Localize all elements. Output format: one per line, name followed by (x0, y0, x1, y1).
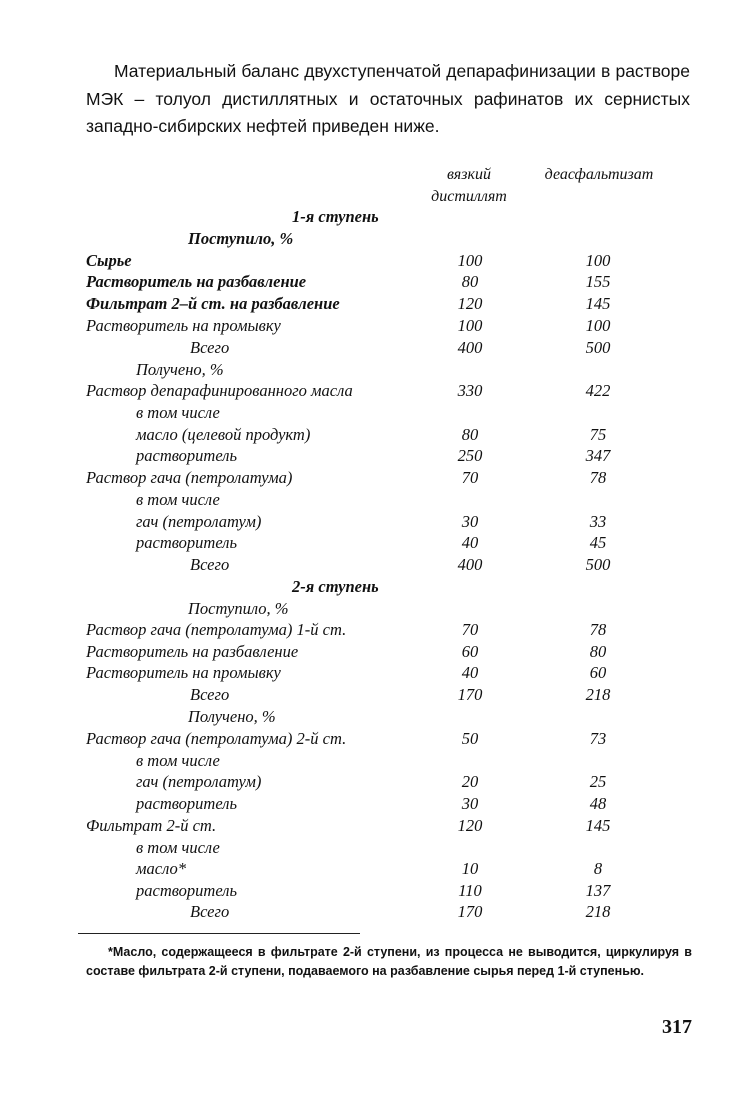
value-deasphaltizate: 347 (585, 446, 611, 465)
row-label: в том числе (136, 838, 220, 857)
row-label: в том числе (136, 490, 220, 509)
table-row (0, 880, 738, 902)
section-label (0, 228, 738, 250)
value-deasphaltizate: 78 (589, 468, 607, 487)
table-row (0, 619, 738, 641)
stage-heading (0, 206, 738, 228)
row-label: Всего (190, 902, 230, 921)
value-deasphaltizate: 100 (585, 316, 611, 335)
table-row (0, 271, 738, 293)
table-row (0, 858, 738, 880)
value-deasphaltizate: 155 (585, 272, 611, 291)
intro-paragraph: Материальный баланс двухступенчатой депарафинизации в растворе МЭК – толуол дистиллятных и остаточных рафинатов их сернистых западно-сибирских нефтей приведен ниже. (86, 61, 690, 136)
value-viscous-distillate: 100 (457, 251, 483, 270)
value-viscous-distillate: 80 (461, 425, 479, 444)
table-row (0, 793, 738, 815)
row-label: Растворитель на промывку (86, 316, 281, 335)
total-row (0, 337, 738, 359)
column-header-viscous-distillate: вязкий дистиллят (431, 166, 507, 205)
value-deasphaltizate: 218 (585, 685, 611, 704)
row-label: растворитель (136, 533, 237, 552)
row-label: Всего (190, 338, 230, 357)
value-viscous-distillate: 10 (461, 859, 479, 878)
value-deasphaltizate: 25 (589, 772, 607, 791)
row-label: 1-я ступень (292, 207, 379, 226)
value-viscous-distillate: 100 (457, 316, 483, 335)
row-label: растворитель (136, 881, 237, 900)
value-viscous-distillate: 30 (461, 512, 479, 531)
value-viscous-distillate: 50 (461, 729, 479, 748)
table-row (0, 467, 738, 489)
value-deasphaltizate: 73 (589, 729, 607, 748)
value-viscous-distillate: 400 (457, 338, 483, 357)
row-label: Сырье (86, 251, 132, 270)
row-label: Получено, % (136, 360, 224, 379)
row-label: Растворитель на разбавление (86, 272, 307, 291)
row-label: Всего (190, 555, 230, 574)
row-label: Раствор гача (петролатума) 2-й ст. (86, 729, 347, 748)
row-label: гач (петролатум) (136, 772, 262, 791)
value-deasphaltizate: 500 (585, 555, 611, 574)
table-row (0, 424, 738, 446)
table-row (0, 402, 738, 424)
total-row (0, 684, 738, 706)
row-label: 2-я ступень (292, 577, 379, 596)
column-header-deasphaltizate: деасфальтизат (544, 166, 654, 183)
value-viscous-distillate: 30 (461, 794, 479, 813)
row-label: Раствор депарафинированного масла (86, 381, 353, 400)
table-row (0, 380, 738, 402)
footnote-divider (78, 933, 360, 934)
footnote: *Масло, содержащееся в фильтрате 2-й ступени, из процесса не выводится, циркулируя в составе фильтрата 2-й ступени, подаваемого на разбавление сырья перед 1-й ступенью. (86, 945, 692, 978)
table-row (0, 771, 738, 793)
value-viscous-distillate: 170 (457, 685, 483, 704)
value-viscous-distillate: 60 (461, 642, 479, 661)
row-label: Раствор гача (петролатума) (86, 468, 293, 487)
row-label: Раствор гача (петролатума) 1-й ст. (86, 620, 347, 639)
value-deasphaltizate: 218 (585, 902, 611, 921)
value-deasphaltizate: 422 (585, 381, 611, 400)
value-deasphaltizate: 8 (593, 859, 603, 878)
table-row (0, 445, 738, 467)
total-row (0, 554, 738, 576)
value-deasphaltizate: 80 (589, 642, 607, 661)
row-label: в том числе (136, 751, 220, 770)
value-deasphaltizate: 100 (585, 251, 611, 270)
value-deasphaltizate: 75 (589, 425, 607, 444)
table-row (0, 728, 738, 750)
row-label: растворитель (136, 794, 237, 813)
value-viscous-distillate: 250 (457, 446, 483, 465)
value-viscous-distillate: 40 (461, 533, 479, 552)
section-label (0, 706, 738, 728)
table-row (0, 750, 738, 772)
value-viscous-distillate: 40 (461, 663, 479, 682)
value-deasphaltizate: 33 (589, 512, 607, 531)
row-label: гач (петролатум) (136, 512, 262, 531)
value-deasphaltizate: 60 (589, 663, 607, 682)
value-deasphaltizate: 145 (585, 816, 611, 835)
value-deasphaltizate: 48 (589, 794, 607, 813)
table-row (0, 489, 738, 511)
row-label: Получено, % (188, 707, 276, 726)
value-viscous-distillate: 120 (457, 294, 483, 313)
section-label (0, 598, 738, 620)
page-number: 317 (662, 1016, 692, 1038)
table-row (0, 293, 738, 315)
row-label: в том числе (136, 403, 220, 422)
table-row (0, 250, 738, 272)
table-row (0, 837, 738, 859)
row-label: Всего (190, 685, 230, 704)
value-viscous-distillate: 110 (458, 881, 482, 900)
section-label (0, 359, 738, 381)
row-label: растворитель (136, 446, 237, 465)
row-label: Растворитель на разбавление (86, 642, 299, 661)
stage-heading (0, 576, 738, 598)
value-deasphaltizate: 145 (585, 294, 611, 313)
row-label: масло* (136, 859, 186, 878)
row-label: Поступило, % (188, 229, 294, 248)
value-viscous-distillate: 80 (461, 272, 479, 291)
row-label: масло (целевой продукт) (136, 425, 311, 444)
row-label: Фильтрат 2-й ст. (86, 816, 217, 835)
table-row (0, 815, 738, 837)
row-label: Поступило, % (188, 599, 289, 618)
value-deasphaltizate: 45 (589, 533, 607, 552)
table-row (0, 532, 738, 554)
table-row (0, 662, 738, 684)
value-deasphaltizate: 137 (585, 881, 611, 900)
table-row (0, 641, 738, 663)
total-row (0, 901, 738, 923)
value-deasphaltizate: 500 (585, 338, 611, 357)
row-label: Фильтрат 2–й ст. на разбавление (86, 294, 340, 313)
value-viscous-distillate: 120 (457, 816, 483, 835)
value-viscous-distillate: 70 (461, 468, 479, 487)
value-viscous-distillate: 400 (457, 555, 483, 574)
table-row (0, 315, 738, 337)
value-viscous-distillate: 170 (457, 902, 483, 921)
value-viscous-distillate: 70 (461, 620, 479, 639)
value-viscous-distillate: 20 (461, 772, 479, 791)
value-viscous-distillate: 330 (457, 381, 483, 400)
value-deasphaltizate: 78 (589, 620, 607, 639)
row-label: Растворитель на промывку (86, 663, 281, 682)
table-row (0, 511, 738, 533)
